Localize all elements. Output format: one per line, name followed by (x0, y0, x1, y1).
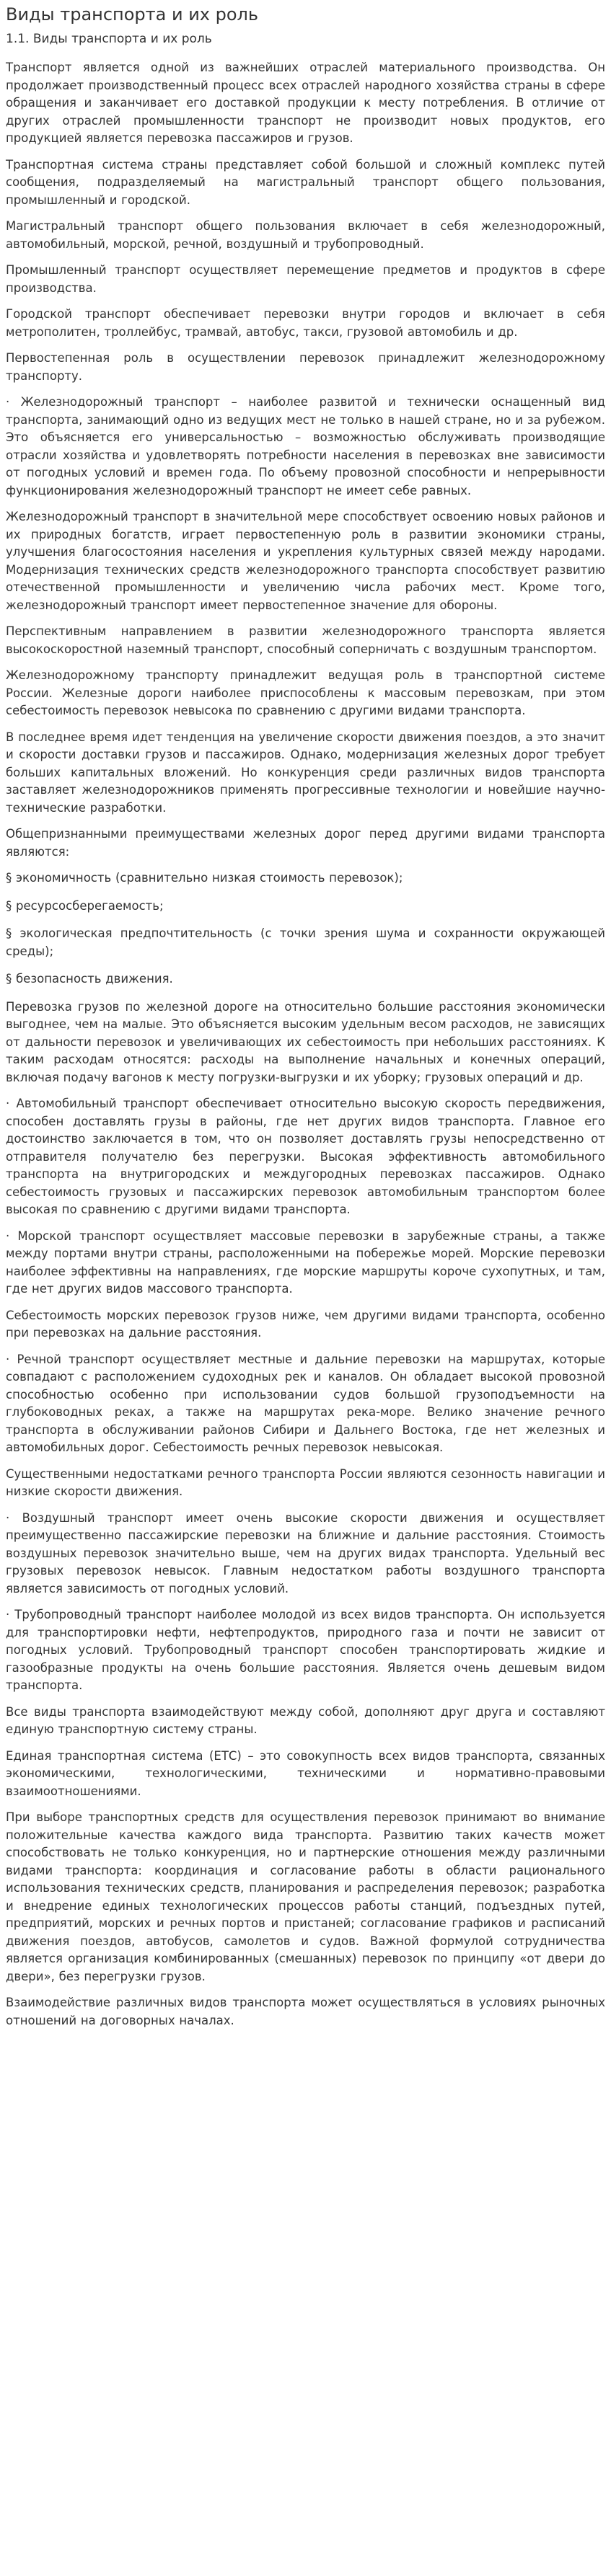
paragraph-intro: Транспорт является одной из важнейших отраслей материального производства. Он продолжает производственный процесс всех отраслей народного хозяйства страны в сфере обращения и заканчивает его доставкой продукции к месту потребления. В отличие от других отраслей промышленности транспорт не производит новых продуктов, его продукцией является перевозка пассажиров и грузов. (6, 61, 605, 145)
paragraph-ets-definition: Единая транспортная система (ЕТС) – это совокупность всех видов транспорта, связанных экономическими, технологическими, техническими и нормативно-правовыми взаимоотношениями. (6, 1748, 605, 1798)
paragraph-rail-leading-role: Железнодорожному транспорту принадлежит ведущая роль в транспортной системе России. Железные дороги наиболее приспособлены к массовым перевозкам, при этом себестоимость перевозок невысока по сравнению с другими видами транспорта. (6, 668, 605, 717)
list-item-resource-saving: § ресурсосберегаемость; (6, 898, 164, 913)
paragraph-sea-transport: · Морской транспорт осуществляет массовые перевозки в зарубежные страны, а также между портами внутри страны, расположенными на побережье морей. Морские перевозки наиболее эффективны на направлениях, где морские маршруты короче сухопутных, и там, где нет других видов массового транспорта. (6, 1229, 605, 1296)
paragraph-road-transport: · Автомобильный транспорт обеспечивает относительно высокую скорость передвижения, способен доставлять грузы в районы, где нет других видов транспорта. Главное его достоинство заключается в том, что он позволяет доставлять грузы непосредственно от отправителя получателю без перегрузки. Высокая эффективность автомобильного транспорта на внутригородских и междугородных перевозках пассажиров. Однако себестоимость грузовых и пассажирских перевозок автомобильным транспортом более высокая по сравнению с другими видами транспорта. (6, 1097, 605, 1216)
paragraph-pipeline-transport: · Трубопроводный транспорт наиболее молодой из всех видов транспорта. Он используется для транспортировки нефти, нефтепродуктов, природного газа и почти не зависит от погодных условий. Трубопроводный транспорт способен транспортировать жидкие и газообразные продукты на очень большие расстояния. Является очень дешевым видом транспорта. (6, 1608, 605, 1692)
paragraph-speed-trend: В последнее время идет тенденция на увеличение скорости движения поездов, а это значит и скорости доставки грузов и пассажиров. Однако, модернизация железных дорог требует больших капитальных вложений. Но конкуренция среди различных видов транспорта заставляет железнодорожников применять прогрессивные технологии и новейшие научно-технические разработки. (6, 730, 605, 815)
list-item-safety: § безопасность движения. (6, 972, 173, 986)
paragraph-transport-system: Транспортная система страны представляет собой большой и сложный комплекс путей сообщения, подразделяемый на магистральный транспорт общего пользования, промышленный и городской. (6, 157, 605, 207)
paragraph-city-transport: Городской транспорт обеспечивает перевозки внутри городов и включает в себя метрополитен, троллейбус, трамвай, автобус, такси, грузовой автомобиль и др. (6, 307, 605, 339)
paragraph-advantages-intro: Общепризнанными преимуществами железных дорог перед другими видами транспорта являются: (6, 827, 605, 859)
paragraph-primary-role: Первостепенная роль в осуществлении перевозок принадлежит железнодорожному транспорту. (6, 351, 605, 383)
paragraph-rail-developed: · Железнодорожный транспорт – наиболее развитой и технически оснащенный вид транспорта, занимающий одно из ведущих мест не только в нашей стране, но и за рубежом. Это объясняется его универсальностью – возможностью обслуживать производящие отрасли хозяйства и удовлетворять потребности населения в перевозках вне зависимости от погодных условий и времен года. По объему провозной способности и непрерывности функционирования железнодорожный транспорт не имеет себе равных. (6, 395, 605, 497)
paragraph-choice-of-transport: При выборе транспортных средств для осуществления перевозок принимают во внимание положительные качества каждого вида транспорта. Развитию таких качеств может способствовать не только конкуренция, но и партнерские отношения между различными видами транспорта: координация и согласование работы в области рационального использования технических средств, планирования и распределения перевозок; разработка и внедрение единых технологических процессов работы станций, подъездных путей, предприятий, морских и речных портов и пристаней; согласование графиков и расписаний движения поездов, автобусов, самолетов и судов. Важной формулой сотрудничества является организация комбинированных (смешанных) перевозок по принципу «от двери до двери», без перегрузки грузов. (6, 1810, 605, 1983)
list-item-ecology: § экологическая предпочтительность (с точки зрения шума и сохранности окружающей среды); (6, 926, 605, 958)
paragraph-rail-development: Железнодорожный транспорт в значительной мере способствует освоению новых районов и их природных богатств, играет первостепенную роль в развитии экономики страны, улучшения благосостояния населения и укрепления культурных связей между народами. Модернизация технических средств железнодорожного транспорта способствует развитию отечественной промышленности и увеличению числа рабочих мест. Кроме того, железнодорожный транспорт имеет первостепенное значение для обороны. (6, 510, 605, 612)
list-item-economy: § экономичность (сравнительно низкая стоимость перевозок); (6, 871, 403, 885)
paragraph-rail-cost: Перевозка грузов по железной дороге на относительно большие расстояния экономически выгоднее, чем на малые. Это объясняется высоким удельным весом расходов, не зависящих от дальности перевозок и увеличивающих их себестоимость при небольших расстояниях. К таким расходам относятся: расходы на выполнение начальных и конечных операций, включая подачу вагонов к месту погрузки-выгрузки и их уборку; грузовых операций и др. (6, 999, 605, 1084)
paragraph-mainline-transport: Магистральный транспорт общего пользования включает в себя железнодорожный, автомобильный, морской, речной, воздушный и трубопроводный. (6, 219, 605, 251)
paragraph-sea-cost: Себестоимость морских перевозок грузов ниже, чем другими видами транспорта, особенно при перевозках на дальние расстояния. (6, 1308, 605, 1340)
paragraph-industrial-transport: Промышленный транспорт осуществляет перемещение предметов и продуктов в сфере производства. (6, 263, 605, 295)
paragraph-river-drawbacks: Существенными недостатками речного транспорта России являются сезонность навигации и низкие скорости движения. (6, 1466, 605, 1498)
section-heading: 1.1. Виды транспорта и их роль (6, 32, 212, 46)
document-body (6, 59, 605, 2030)
paragraph-contract-basis: Взаимодействие различных видов транспорта может осуществляться в условиях рыночных отношений на договорных началах. (6, 1996, 605, 2027)
page-title: Виды транспорта и их роль (6, 4, 259, 25)
paragraph-river-transport: · Речной транспорт осуществляет местные и дальние перевозки на маршрутах, которые совпадают с расположением судоходных рек и каналов. Он обладает высокой провозной способностью особенно при использовании судов большой грузоподъемности на глубоководных реках, а также на маршрутах река-море. Велико значение речного транспорта в обслуживании районов Сибири и Дальнего Востока, где нет железных и автомобильных дорог. Себестоимость речных перевозок невысокая. (6, 1352, 605, 1454)
paragraph-unified-system: Все виды транспорта взаимодействуют между собой, дополняют друг друга и составляют единую транспортную систему страны. (6, 1704, 605, 1736)
paragraph-air-transport: · Воздушный транспорт имеет очень высокие скорости движения и осуществляет преимущественно пассажирские перевозки на ближние и дальние расстояния. Стоимость воздушных перевозок значительно выше, чем на других видах транспорта. Удельный вес грузовых перевозок невысок. Главным недостатком работы воздушного транспорта является зависимость от погодных условий. (6, 1510, 605, 1595)
paragraph-high-speed: Перспективным направлением в развитии железнодорожного транспорта является высокоскоростной наземный транспорт, способный соперничать с воздушным транспортом. (6, 624, 605, 656)
